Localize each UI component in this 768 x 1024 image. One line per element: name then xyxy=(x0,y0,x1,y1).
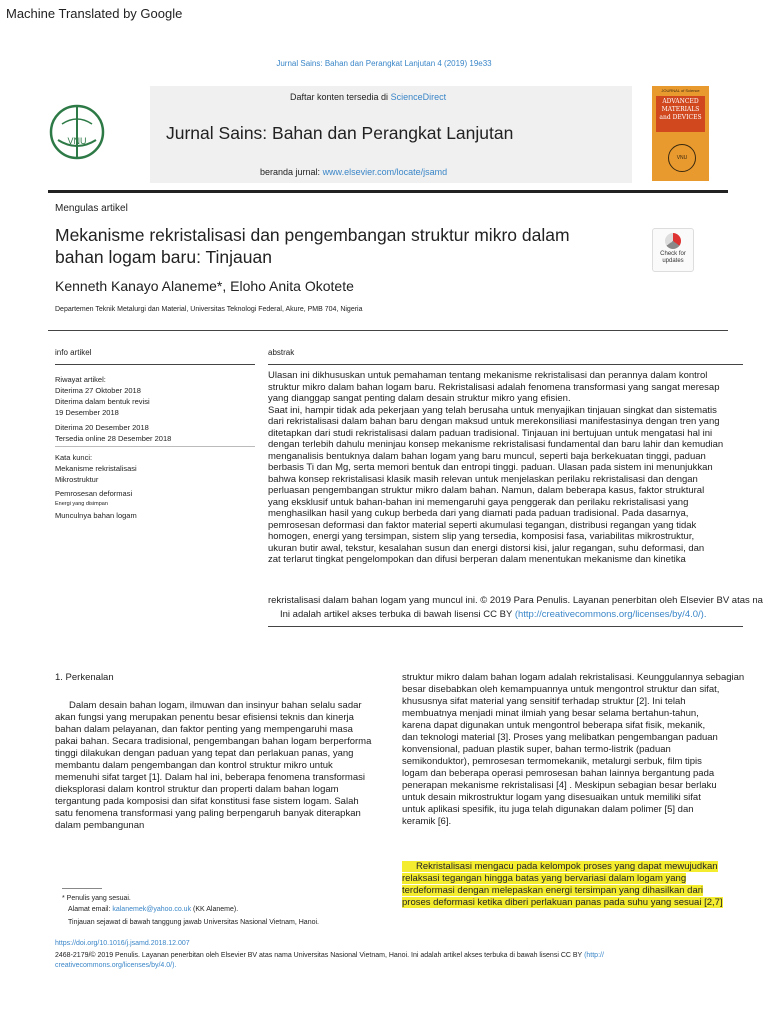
machine-translated-header: Machine Translated by Google xyxy=(6,6,183,21)
divider xyxy=(48,330,728,331)
affiliation: Departemen Teknik Metalurgi dan Material, Universitas Teknologi Federal, Akure, PMB 704, Nigeria xyxy=(55,306,363,313)
keyword: Energi yang disimpan xyxy=(55,501,108,507)
abstract-body: Ulasan ini dikhususkan untuk pemahaman tentang mekanisme rekristalisasi dan perannya dalam kontrol struktur mikro dalam bahan logam baru. Rekristalisasi adalah fenomena transformasi yang sangat meresap yang dianggap sangat penting dalam desain struktur mikro yang efisien. Saat ini, hampir tidak ada pekerjaan yang telah berusaha untuk menyajikan tinjauan singkat dan sistematis dari rekristalisasi dalam bahan baru dengan maksud untuk merekonsiliasi manifestasinya dengan tren yang ditetapkan dari studi rekristalisasi dalam paduan tradisional. Tinjauan ini bertujuan untuk mengatasi hal ini dengan terlebih dahulu meninjau konsep mekanisme rekristalisasi fundamental dan baru lahir dan kemudian menganalisis bentuknya dalam bahan logam yang baru muncul, seperti baja berkekuatan tinggi, paduan berbasis Ti dan Mg, serta memori bentuk dan entropi tinggi. paduan. Ulasan pada sistem ini menunjukkan bahwa konsep rekristalisasi klasik masih relevan untuk menjelaskan perilaku rekristalisasi dan dengan perluasan pengembangan struktur mikro dalam bahan. Namun, dalam beberapa kasus, faktor struktural yang eksklusif untuk bahan-bahan ini memengaruhi gaya penggerak dan perilaku rekristalisasi yang menghasilkan hasil yang cukup berbeda dari yang diamati pada paduan tradisional. Pada dasarnya, pemrosesan deformasi dan faktor material seperti akumulasi tegangan, distribusi regangan yang tidak homogen, energi yang tersimpan, sistem slip yang tersedia, komposisi fasa, variabilitas mikrostruktur, ukuran butir awal, tekstur, kesalahan susun dan energi distorsi kisi, jalur regangan, suhu deformasi, dan zat terlarut tingkat pengelompokan dan difusi berperan dalam menentukan mekanisme dan kinetika xyxy=(268,370,724,565)
issn-line: 2468-2179/© 2019 Penulis. Layanan penerbitan oleh Elsevier BV atas nama Universitas Nasional Vietnam, Hanoi. Ini adalah artikel akses terbuka di bawah lisensi CC BY (http:// creativecommons.org/licenses/by/4.0/). xyxy=(55,952,604,969)
check-for-updates-badge[interactable]: Check for updates xyxy=(652,228,694,272)
abstract-rule xyxy=(268,364,743,365)
article-title: Mekanisme rekristalisasi dan pengembangan struktur mikro dalam bahan logam baru: Tinjauan xyxy=(55,225,570,267)
info-rule xyxy=(55,364,255,365)
article-type: Mengulas artikel xyxy=(55,203,128,214)
intro-heading: 1. Perkenalan xyxy=(55,672,114,683)
vnu-logo xyxy=(48,100,106,172)
svg-text:VNU: VNU xyxy=(67,136,87,146)
info-heading: info artikel xyxy=(55,348,92,357)
license-line: Ini adalah artikel akses terbuka di bawah lisensi CC BY (http://creativecommons.org/licenses/by/4.0/). xyxy=(280,609,707,620)
license-url-a[interactable]: (http:// xyxy=(584,952,604,959)
abstract-end-rule xyxy=(268,626,743,627)
authors: Kenneth Kanayo Alaneme*, Eloho Anita Okotete xyxy=(55,278,354,294)
abstract-heading: abstrak xyxy=(268,348,295,357)
contents-available: Daftar konten tersedia di ScienceDirect xyxy=(290,92,447,102)
crossmark-icon xyxy=(665,233,681,249)
doi-link[interactable]: https://doi.org/10.1016/j.jsamd.2018.12.007 xyxy=(55,940,190,947)
keyword: Pemrosesan deformasi xyxy=(55,489,133,498)
journal-name: Jurnal Sains: Bahan dan Perangkat Lanjutan xyxy=(166,123,514,143)
cover-vnu-logo: VNU xyxy=(668,144,696,172)
intro-right-column: struktur mikro dalam bahan logam adalah rekristalisasi. Keunggulannya sebagian besar disebabkan oleh kemampuannya untuk mengontrol struktur dan sifat, khususnya sifat material yang sensitif terhadap struktur [2]. Ini telah membuatnya menjadi minat ilmiah yang besar selama bertahun-tahun, karena dapat digunakan untuk mengontrol beberapa sifat fisik, mekanik, dan teknologi material [3]. Proses yang melibatkan pengembangan paduan konvensional, paduan plastik super, bahan termo-listrik (paduan semikonduktor), pemrosesan termomekanik, metalurgi serbuk, film tipis logam dan beberapa operasi pemrosesan bahan lainnya bergantung pada penerapan mekanisme rekristalisasi [4] . Meskipun sebagian besar berlaku untuk desain mikrostruktur logam yang disesuaikan untuk memiliki sifat untuk aplikasi spesifik, itu juga telah digunakan dalam polimer [5] dan keramik [6]. xyxy=(402,672,745,827)
banner-rule xyxy=(48,190,728,193)
keyword: Mekanisme rekristalisasi xyxy=(55,464,137,473)
cover-title: ADVANCED MATERIALS and DEVICES xyxy=(656,96,705,132)
abstract-copyright: rekristalisasi dalam bahan logam yang muncul ini. © 2019 Para Penulis. Layanan penerbitan oleh Elsevier BV atas na xyxy=(268,595,763,606)
email-link[interactable]: kalanemek@yahoo.co.uk xyxy=(112,906,192,913)
license-url-b[interactable]: creativecommons.org/licenses/by/4.0/). xyxy=(55,962,177,969)
keyword: Mikrostruktur xyxy=(55,475,99,484)
keyword: Munculnya bahan logam xyxy=(55,511,137,520)
journal-cover xyxy=(652,86,709,181)
cover-series: JOURNAL of Science xyxy=(661,88,700,93)
homepage-link[interactable]: www.elsevier.com/locate/jsamd xyxy=(322,167,448,177)
keywords: Kata kunci: Mekanisme rekristalisasi Mikrostruktur Pemrosesan deformasi Energi yang disimpan Munculnya bahan logam xyxy=(55,452,255,521)
sciencedirect-link[interactable]: ScienceDirect xyxy=(390,92,447,102)
article-history: Riwayat artikel: Diterima 27 Oktober 2018 Diterima dalam bentuk revisi 19 Desember 2018 Diterima 20 Desember 2018 Tersedia online 28 Desember 2018 xyxy=(55,375,172,443)
license-link[interactable]: (http://creativecommons.org/licenses/by/4.0/). xyxy=(514,609,707,620)
journal-reference-link[interactable]: Jurnal Sains: Bahan dan Perangkat Lanjutan 4 (2019) 19e33 xyxy=(276,59,492,68)
journal-homepage: beranda jurnal: www.elsevier.com/locate/jsamd xyxy=(260,167,448,177)
footnotes: * Penulis yang sesuai. Alamat email: kalanemek@yahoo.co.uk (KK Alaneme). Tinjauan sejawat di bawah tanggung jawab Universitas Nasional Vietnam, Hanoi. xyxy=(62,895,319,926)
journal-banner xyxy=(150,86,632,183)
history-rule xyxy=(55,446,255,447)
intro-left-column: Dalam desain bahan logam, ilmuwan dan insinyur bahan selalu sadar akan fungsi yang merupakan penentu besar efisiensi teknis dan kinerja bahan dalam pelayanan, dan faktor penting yang mempengaruhi masa pakai bahan. Secara tradisional, pengembangan bahan logam berperforma tinggi dilakukan dengan paduan yang tepat dan perlakuan panas, yang membantu dalam pengembangan dan kontrol struktur mikro untuk memenuhi sifat target [1]. Dalam hal ini, beberapa fenomena transformasi dieksplorasi dalam kontrol struktur dan properti dalam bahan logam tergantung pada komposisi dan sifat konstitusi fase sistem logam. Salah satu fenomena transformasi yang paling berpengaruh banyak diterapkan dalam pembangunan xyxy=(55,700,372,831)
footnote-rule xyxy=(62,888,102,889)
highlighted-paragraph: Rekristalisasi mengacu pada kelompok proses yang dapat mewujudkan relaksasi tegangan hingga batas yang bervariasi dalam logam yang terdeformasi dengan melepaskan energi tersimpan yang dihasilkan dari proses deformasi ketika diberi perlakuan panas pada suhu yang sesuai [2,7] xyxy=(402,861,723,908)
